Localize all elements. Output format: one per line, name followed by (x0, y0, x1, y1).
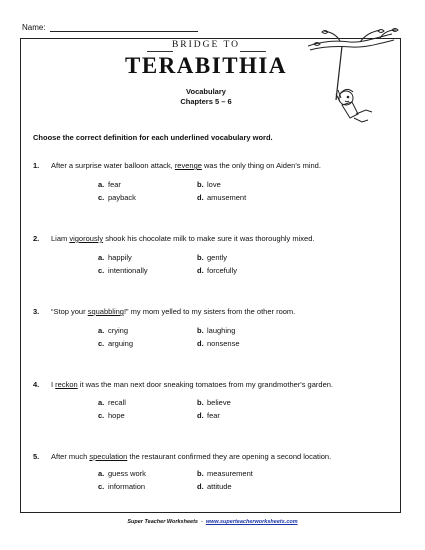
title-rule-left (147, 51, 173, 52)
option-b[interactable]: b. believe (197, 398, 231, 407)
vocab-word: speculation (89, 452, 128, 461)
option-a[interactable]: a. recall (98, 398, 126, 407)
question-number: 5. (33, 452, 40, 461)
vocab-word: vigorously (69, 234, 104, 243)
question-text: Liam vigorously shook his chocolate milk to make sure it was thoroughly mixed. (51, 234, 315, 243)
option-d[interactable]: d. forcefully (197, 266, 238, 275)
option-b[interactable]: b. laughing (197, 326, 236, 335)
option-c[interactable]: c. intentionally (98, 266, 148, 275)
question-text: After much speculation the restaurant confirmed they are opening a second location. (51, 452, 332, 461)
option-b[interactable]: b. measurement (197, 469, 253, 478)
rope-swing-illustration (300, 28, 400, 128)
footer-link[interactable]: www.superteacherworksheets.com (205, 519, 298, 525)
question-number: 4. (33, 380, 40, 389)
option-c[interactable]: c. information (98, 482, 146, 491)
question-text: After a surprise water balloon attack, revenge was the only thing on Aiden's mind. (51, 161, 321, 170)
question-number: 3. (33, 307, 40, 316)
name-field-line (22, 23, 198, 32)
footer-separator: - (200, 519, 203, 525)
option-d[interactable]: d. fear (197, 411, 220, 420)
option-a[interactable]: a. fear (98, 180, 121, 189)
footer (0, 519, 425, 525)
vocab-word: reckon (55, 380, 78, 389)
question-text: I reckon it was the man next door sneaking tomatoes from my grandmother's garden. (51, 380, 333, 389)
option-d[interactable]: d. nonsense (197, 339, 240, 348)
question-number: 1. (33, 161, 40, 170)
footer-brand: Super Teacher Worksheets (127, 519, 198, 525)
book-title: TERABITHIA (125, 53, 287, 78)
option-b[interactable]: b. love (197, 180, 221, 189)
vocab-word: squabbling (87, 307, 124, 316)
option-c[interactable]: c. arguing (98, 339, 134, 348)
instructions: Choose the correct definition for each underlined vocabulary word. (33, 133, 273, 142)
question-text: “Stop your squabbling!” my mom yelled to my sisters from the other room. (51, 307, 296, 316)
option-c[interactable]: c. hope (98, 411, 125, 420)
option-a[interactable]: a. happily (98, 253, 132, 262)
option-d[interactable]: d. amusement (197, 193, 247, 202)
option-d[interactable]: d. attitude (197, 482, 232, 491)
chapters-label: Chapters 5 – 6 (180, 97, 232, 106)
option-a[interactable]: a. crying (98, 326, 129, 335)
name-blank (50, 23, 198, 32)
option-c[interactable]: c. payback (98, 193, 136, 202)
name-label: Name: (22, 23, 46, 32)
title-top: BRIDGE TO (171, 40, 241, 50)
question-number: 2. (33, 234, 40, 243)
option-a[interactable]: a. guess work (98, 469, 146, 478)
title-rule-right (240, 51, 266, 52)
option-b[interactable]: b. gently (197, 253, 228, 262)
worksheet-subtitle: Vocabulary (186, 87, 226, 96)
vocab-word: revenge (174, 161, 202, 170)
